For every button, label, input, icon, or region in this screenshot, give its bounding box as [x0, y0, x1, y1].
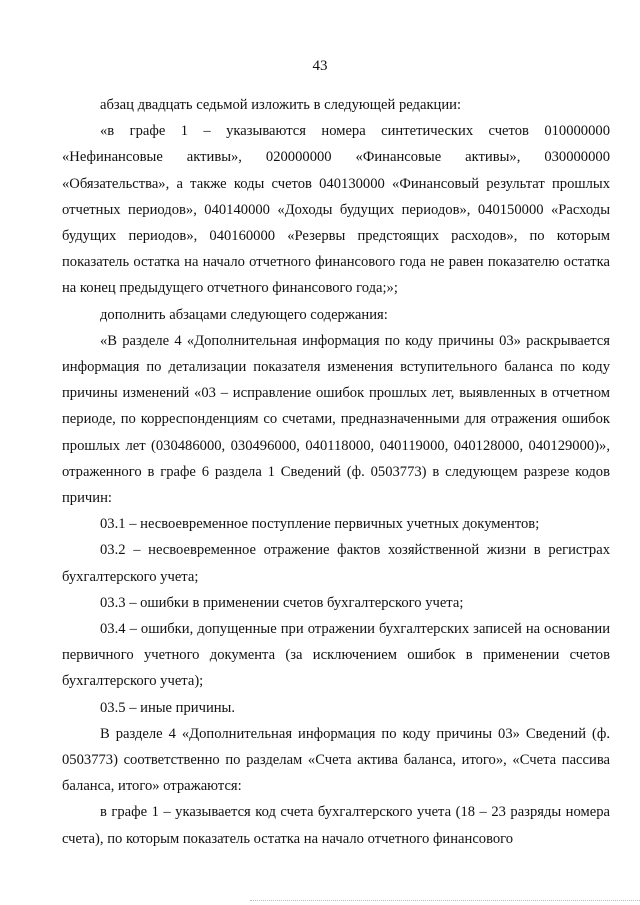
paragraph-instruction-2: дополнить абзацами следующего содержания: [100, 306, 388, 323]
paragraph-column-1-code: в графе 1 – указывается код счета бухгалтерского учета (18 – 23 разряды номера счета), по которым показатель остатка на начало отчетного финансового [62, 804, 610, 847]
scan-edge-divider [250, 900, 640, 902]
paragraph-instruction-1: абзац двадцать седьмой изложить в следующей редакции: [100, 97, 462, 113]
paragraph-code-03-5: 03.5 – иные причины. [100, 699, 236, 716]
paragraph-section-4-info: «В разделе 4 «Дополнительная информация по коду причины 03» раскрывается информация по детализации показателя изменения вступительного баланса по коду причины изменений «03 – исправление ошибок прошлых лет, выявленных в отчетном периоде, по корреспонденциям со счетами, предназначенными для отражения ошибок прошлых лет (030486000, 030496000, 040118000, 040119000, 040128000, 040129000)», отраженного в графе 6 раздела 1 Сведений (ф. 0503773) в следующем разрезе кодов причин: [62, 332, 610, 507]
paragraph-code-03-4: 03.4 – ошибки, допущенные при отражении бухгалтерских записей на основании первичного учетного документа (за исключением ошибок в применении счетов бухгалтерского учета); [62, 621, 610, 690]
paragraph-section-4-totals: В разделе 4 «Дополнительная информация по коду причины 03» Сведений (ф. 0503773) соответственно по разделам «Счета актива баланса, итого», «Счета пассива баланса, итого» отражаются: [62, 725, 610, 795]
page-number: 43 [312, 58, 328, 74]
paragraph-code-03-2: 03.2 – несвоевременное отражение фактов хозяйственной жизни в регистрах бухгалтерского учета; [62, 542, 610, 585]
paragraph-column-1-accounts: «в графе 1 – указываются номера синтетических счетов 010000000 «Нефинансовые активы», 020000000 «Финансовые активы», 030000000 «Обязательства», а также коды счетов 040130000 «Финансовый результат прошлых отчетных периодов», 040140000 «Доходы будущих периодов», 040150000 «Расходы будущих периодов», 040160000 «Резервы предстоящих расходов», по которым показатель остатка на начало отчетного финансового года не равен показателю остатка на конец предыдущего отчетного финансового года;»; [62, 123, 610, 297]
document-body [62, 92, 610, 852]
paragraph-code-03-3: 03.3 – ошибки в применении счетов бухгалтерского учета; [100, 594, 464, 611]
paragraph-code-03-1: 03.1 – несвоевременное поступление первичных учетных документов; [100, 516, 540, 533]
